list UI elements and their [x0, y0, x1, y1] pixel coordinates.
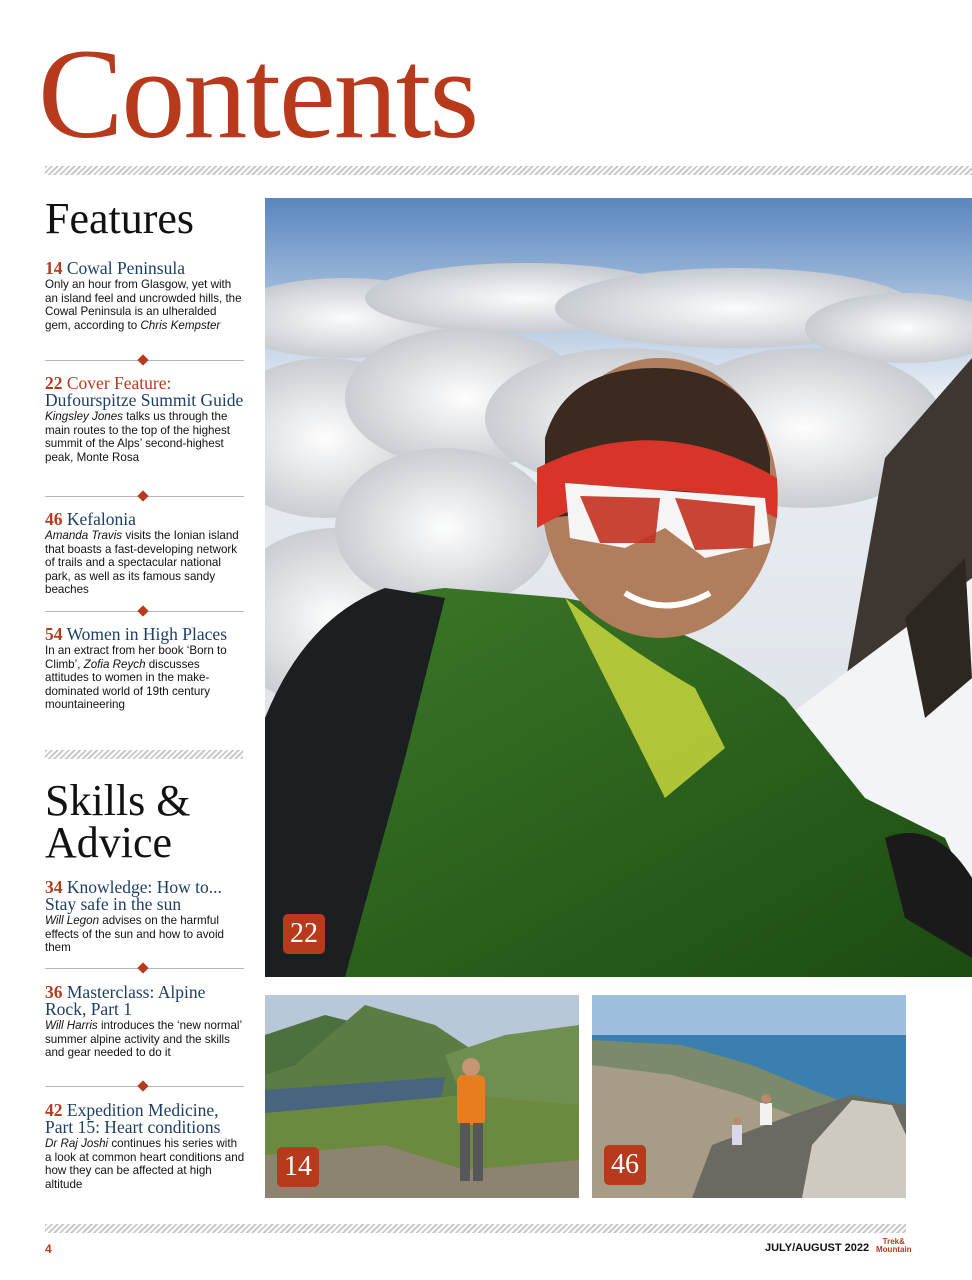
- skills-page-number: 36: [45, 982, 63, 1002]
- title-rule: [45, 166, 972, 175]
- skills-description: introduces the ‘new normal’ summer alpine activity and the skills and gear needed to do it: [45, 1019, 242, 1060]
- feature-page-number: 14: [45, 258, 63, 278]
- cover-photo[interactable]: [265, 198, 972, 977]
- feature-author: Amanda Travis: [45, 529, 123, 542]
- magazine-logo: [876, 1238, 912, 1254]
- logo-line2: Mountain: [876, 1245, 912, 1254]
- skills-page-number: 42: [45, 1100, 63, 1120]
- skills-heading: [45, 776, 191, 867]
- skills-heading-line1: Skills &: [45, 776, 191, 825]
- logo-line1: Trek&: [882, 1237, 905, 1246]
- skills-author: Will Legon: [45, 914, 100, 927]
- feature-author: Kingsley Jones: [45, 410, 123, 423]
- divider-diamond: [137, 1080, 148, 1091]
- feature-title: Dufourspitze Summit Guide: [45, 390, 244, 410]
- cowal-photo[interactable]: [265, 995, 579, 1198]
- cover-page-badge: 22: [283, 914, 325, 954]
- feature-title: Kefalonia: [66, 509, 136, 529]
- skills-description: continues his series with a look at common heart conditions and how they can be affected at high altitude: [45, 1137, 245, 1191]
- cowal-page-badge: 14: [277, 1147, 319, 1187]
- footer-rule: [45, 1224, 906, 1233]
- divider-diamond: [137, 962, 148, 973]
- skills-author: Will Harris: [45, 1019, 98, 1032]
- features-heading: Features: [45, 194, 195, 243]
- skills-heading-line2: Advice: [45, 818, 173, 867]
- feature-title: Women in High Places: [66, 624, 228, 644]
- feature-item-54[interactable]: [45, 626, 245, 712]
- skills-item-34[interactable]: [45, 879, 245, 955]
- skills-page-number: 34: [45, 877, 63, 897]
- issue-date: JULY/AUGUST 2022: [765, 1242, 870, 1254]
- feature-author: Chris Kempster: [140, 318, 221, 332]
- divider-diamond: [137, 354, 148, 365]
- divider-diamond: [137, 605, 148, 616]
- feature-description: Only an hour from Glasgow, yet with an island feel and uncrowded hills, the Cowal Peninsula is an ulheralded gem, according to: [45, 278, 242, 332]
- feature-description: In an extract from her book ‘Born to Climb’,: [45, 644, 227, 671]
- page-number: 4: [45, 1242, 52, 1256]
- feature-title: Cowal Peninsula: [66, 258, 185, 278]
- skills-item-42[interactable]: [45, 1102, 245, 1191]
- page-title: Contents: [38, 23, 478, 165]
- divider-diamond: [137, 490, 148, 501]
- feature-description-rest: discusses attitudes to women in the make-dominated world of 19th century mountaineering: [45, 657, 210, 712]
- feature-title-prefix: Cover Feature:: [66, 373, 172, 393]
- feature-description: visits the Ionian island that boasts a fast-developing network of trails and a spectacular national park, as well as its famous sandy beaches: [45, 529, 239, 597]
- feature-author: Zofia Reych: [83, 657, 146, 671]
- skills-author: Dr Raj Joshi: [45, 1137, 109, 1150]
- cover-photo-illustration: [265, 198, 972, 977]
- skills-item-36[interactable]: [45, 984, 245, 1060]
- skills-description: advises on the harmful effects of the sun and how to avoid them: [45, 914, 224, 955]
- feature-page-number: 46: [45, 509, 63, 529]
- feature-page-number: 54: [45, 624, 63, 644]
- skills-title: Masterclass: Alpine Rock, Part 1: [45, 982, 206, 1019]
- feature-item-14[interactable]: [45, 260, 245, 332]
- kefalonia-photo[interactable]: [592, 995, 906, 1198]
- section-rule: [45, 750, 243, 759]
- feature-description: talks us through the main routes to the top of the highest summit of the Alps’ second-highest peak, Monte Rosa: [45, 410, 230, 464]
- feature-item-46[interactable]: [45, 511, 245, 597]
- skills-title: Knowledge: How to... Stay safe in the sun: [45, 877, 222, 914]
- skills-title: Expedition Medicine, Part 15: Heart conditions: [45, 1100, 221, 1137]
- feature-page-number: 22: [45, 373, 63, 393]
- kefalonia-page-badge: 46: [604, 1145, 646, 1185]
- feature-item-22[interactable]: [45, 375, 245, 464]
